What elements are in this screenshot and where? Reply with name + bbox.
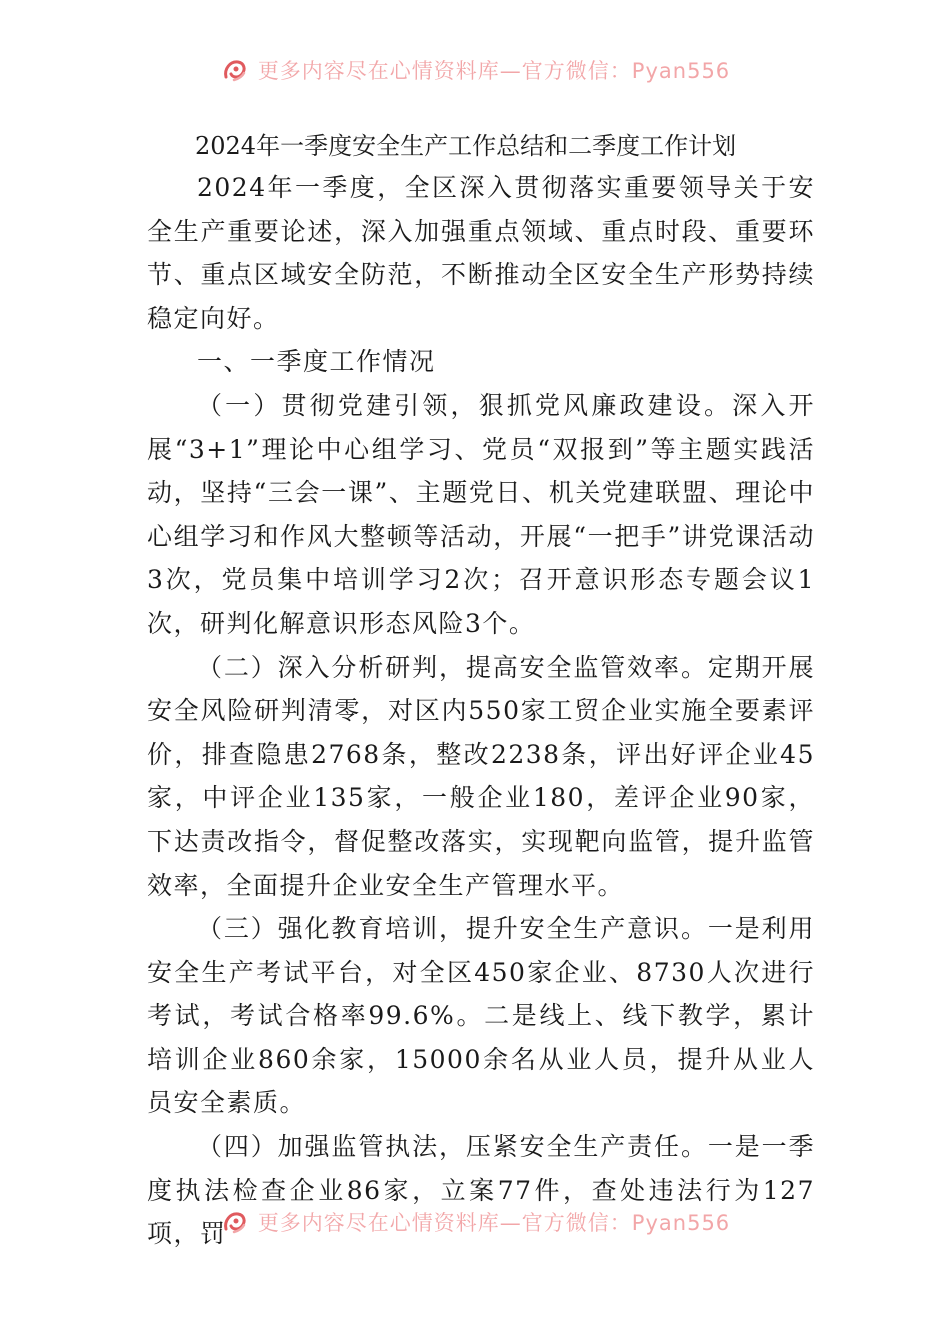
watermark-header: [0, 50, 950, 90]
document-page: [147, 126, 815, 1256]
section-heading-1: 一、一季度工作情况: [197, 347, 436, 377]
watermark-logo-icon: [220, 1207, 250, 1237]
watermark-footer: [0, 1202, 950, 1242]
paragraph-party-building: （一）贯彻党建引领，狠抓党风廉政建设。深入开展“3+1”理论中心组学习、党员“双报到”等主题实践活动，坚持“三会一课”、主题党日、机关党建联盟、理论中心组学习和作风大整顿等活动，开展“一把手”讲党课活动3次，党员集中培训学习2次；召开意识形态专题会议1次，研判化解意识形态风险3个。: [147, 390, 815, 638]
paragraph-training: （三）强化教育培训，提升安全生产意识。一是利用安全生产考试平台，对全区450家企业、8730人次进行考试，考试合格率99.6%。二是线上、线下教学，累计培训企业860余家，15000余名从业人员，提升从业人员安全素质。: [147, 914, 815, 1118]
paragraph-risk-analysis: （二）深入分析研判，提高安全监管效率。定期开展安全风险研判清零，对区内550家工贸企业实施全要素评价，排查隐患2768条，整改2238条，评出好评企业45家，中评企业135家，一般企业180，差评企业90家，下达责改指令，督促整改落实，实现靶向监管，提升监管效率，全面提升企业安全生产管理水平。: [147, 652, 815, 900]
paragraph-intro: 2024年一季度，全区深入贯彻落实重要领导关于安全生产重要论述，深入加强重点领域、重点时段、重要环节、重点区域安全防范，不断推动全区安全生产形势持续稳定向好。: [147, 173, 815, 333]
watermark-text: 更多内容尽在心情资料库—官方微信：Pyan556: [257, 1211, 731, 1235]
paragraph-enforcement: （四）加强监管执法，压紧安全生产责任。一是一季度执法检查企业86家，立案77件，查处违法行为127项，罚: [147, 1132, 815, 1249]
watermark-text: 更多内容尽在心情资料库—官方微信：Pyan556: [257, 59, 731, 83]
watermark-logo-icon: [220, 55, 250, 85]
document-title: 2024年一季度安全生产工作总结和二季度工作计划: [195, 132, 737, 160]
